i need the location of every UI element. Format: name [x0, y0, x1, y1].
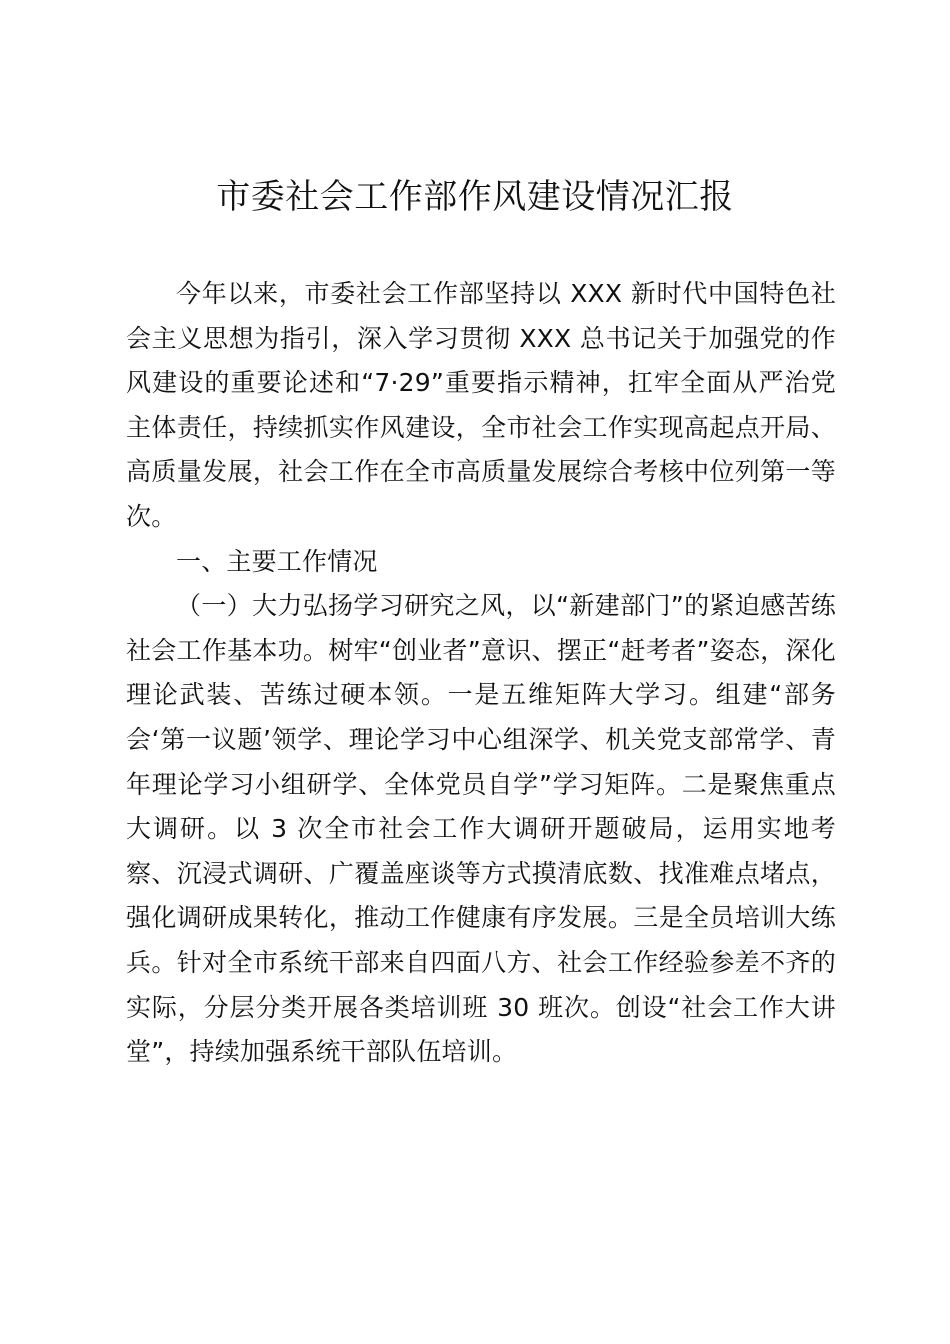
paragraph-section-1: （一）大力弘扬学习研究之风，以“新建部门”的紧迫感苦练社会工作基本功。树牢“创业者”意识、摆正“赶考者”姿态，深化理论武装、苦练过硬本领。一是五维矩阵大学习。组建“部务会‘第一议题’领学、理论学习中心组深学、机关党支部常学、青年理论学习小组研学、全体党员自学”学习矩阵。二是聚焦重点大调研。以 3 次全市社会工作大调研开题破局，运用实地考察、沉浸式调研、广覆盖座谈等方式摸清底数、找准难点堵点，强化调研成果转化，推动工作健康有序发展。三是全员培训大练兵。针对全市系统干部来自四面八方、社会工作经验参差不齐的实际，分层分类开展各类培训班 30 班次。创设“社会工作大讲堂”，持续加强系统干部队伍培训。 [126, 591, 836, 1067]
paragraph-intro: 今年以来，市委社会工作部坚持以 XXX 新时代中国特色社会主义思想为指引，深入学习贯彻 XXX 总书记关于加强党的作风建设的重要论述和“7·29”重要指示精神，扛牢全面从严治党主体责任，持续抓实作风建设，全市社会工作实现高起点开局、高质量发展，社会工作在全市高质量发展综合考核中位列第一等次。 [126, 279, 836, 531]
section-heading: 一、主要工作情况 [176, 546, 378, 576]
document-body [126, 272, 836, 1075]
document-title: 市委社会工作部作风建设情况汇报 [216, 177, 734, 217]
